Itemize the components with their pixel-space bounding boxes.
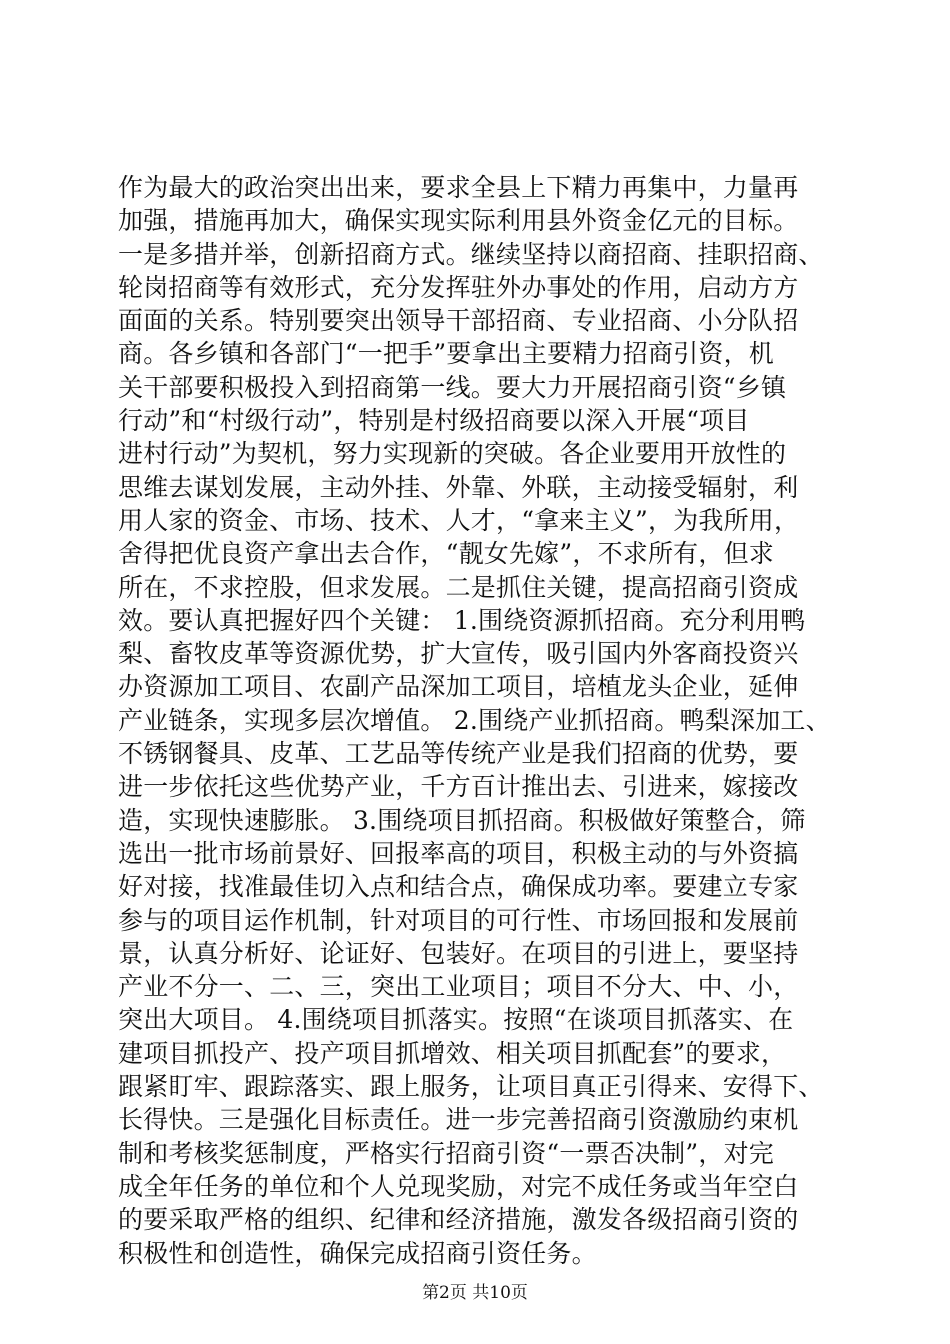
text-line: 制和考核奖惩制度，严格实行招商引资“一票否决制”，对完 bbox=[118, 1138, 774, 1168]
text-line: 关干部要积极投入到招商第一线。要大力开展招商引资“乡镇 bbox=[118, 372, 787, 402]
page-footer: 第2页 共10页 bbox=[422, 1283, 528, 1303]
text-line: 一是多措并举，创新招商方式。继续坚持以商招商、挂职招商、 bbox=[118, 239, 824, 269]
text-line: 作为最大的政治突出出来，要求全县上下精力再集中，力量再 bbox=[118, 173, 799, 202]
text-line: 加强，措施再加大，确保实现实际利用县外资金亿元的目标。 bbox=[118, 206, 799, 236]
text-line: 跟紧盯牢、跟踪落实、跟上服务，让项目真正引得来、安得下、 bbox=[118, 1072, 824, 1102]
text-line: 景，认真分析好、论证好、包装好。在项目的引进上，要坚持 bbox=[118, 938, 799, 968]
text-line: 办资源加工项目、农副产品深加工项目，培植龙头企业，延伸 bbox=[118, 672, 799, 702]
text-line: 商。各乡镇和各部门“一把手”要拿出主要精力招商引资，机 bbox=[118, 339, 774, 369]
text-line: 产业链条，实现多层次增值。 2.围绕产业抓招商。鸭梨深加工、 bbox=[118, 705, 831, 735]
text-line: 造，实现快速膨胀。 3.围绕项目抓招商。积极做好策整合，筛 bbox=[118, 805, 806, 835]
text-line: 梨、畜牧皮革等资源优势，扩大宣传，吸引国内外客商投资兴 bbox=[118, 639, 799, 669]
text-line: 效。要认真把握好四个关键： 1.围绕资源抓招商。充分利用鸭 bbox=[118, 605, 806, 635]
text-line: 用人家的资金、市场、技术、人才，“拿来主义”，为我所用， bbox=[118, 505, 800, 535]
text-line: 突出大项目。 4.围绕项目抓落实。按照“在谈项目抓落实、在 bbox=[118, 1005, 794, 1035]
text-line: 思维去谋划发展，主动外挂、外靠、外联，主动接受辐射，利 bbox=[118, 472, 799, 502]
text-line: 建项目抓投产、投产项目抓增效、相关项目抓配套”的要求， bbox=[118, 1038, 787, 1068]
text-line: 面面的关系。特别要突出领导干部招商、专业招商、小分队招 bbox=[118, 306, 799, 336]
text-line: 选出一批市场前景好、回报率高的项目，积极主动的与外资搞 bbox=[118, 838, 799, 868]
text-line: 所在，不求控股，但求发展。二是抓住关键，提高招商引资成 bbox=[118, 572, 799, 602]
text-line: 进一步依托这些优势产业，千方百计推出去、引进来，嫁接改 bbox=[118, 772, 799, 802]
text-line: 行动”和“村级行动”，特别是村级招商要以深入开展“项目 bbox=[118, 406, 750, 436]
text-line: 的要采取严格的组织、纪律和经济措施，激发各级招商引资的 bbox=[118, 1205, 799, 1235]
text-line: 不锈钢餐具、皮革、工艺品等传统产业是我们招商的优势，要 bbox=[118, 739, 799, 769]
body-text bbox=[118, 171, 854, 1270]
text-line: 好对接，找准最佳切入点和结合点，确保成功率。要建立专家 bbox=[118, 872, 799, 902]
text-line: 成全年任务的单位和个人兑现奖励，对完不成任务或当年空白 bbox=[118, 1171, 799, 1201]
text-line: 长得快。三是强化目标责任。进一步完善招商引资激励约束机 bbox=[118, 1105, 799, 1135]
text-line: 舍得把优良资产拿出去合作，“靓女先嫁”，不求所有，但求 bbox=[118, 539, 774, 569]
text-line: 参与的项目运作机制，针对项目的可行性、市场回报和发展前 bbox=[118, 905, 799, 935]
text-line: 积极性和创造性，确保完成招商引资任务。 bbox=[118, 1238, 597, 1268]
text-line: 进村行动”为契机，努力实现新的突破。各企业要用开放性的 bbox=[118, 439, 787, 469]
text-line: 轮岗招商等有效形式，充分发挥驻外办事处的作用，启动方方 bbox=[118, 272, 799, 302]
text-line: 产业不分一、二、三，突出工业项目；项目不分大、中、小， bbox=[118, 972, 799, 1002]
